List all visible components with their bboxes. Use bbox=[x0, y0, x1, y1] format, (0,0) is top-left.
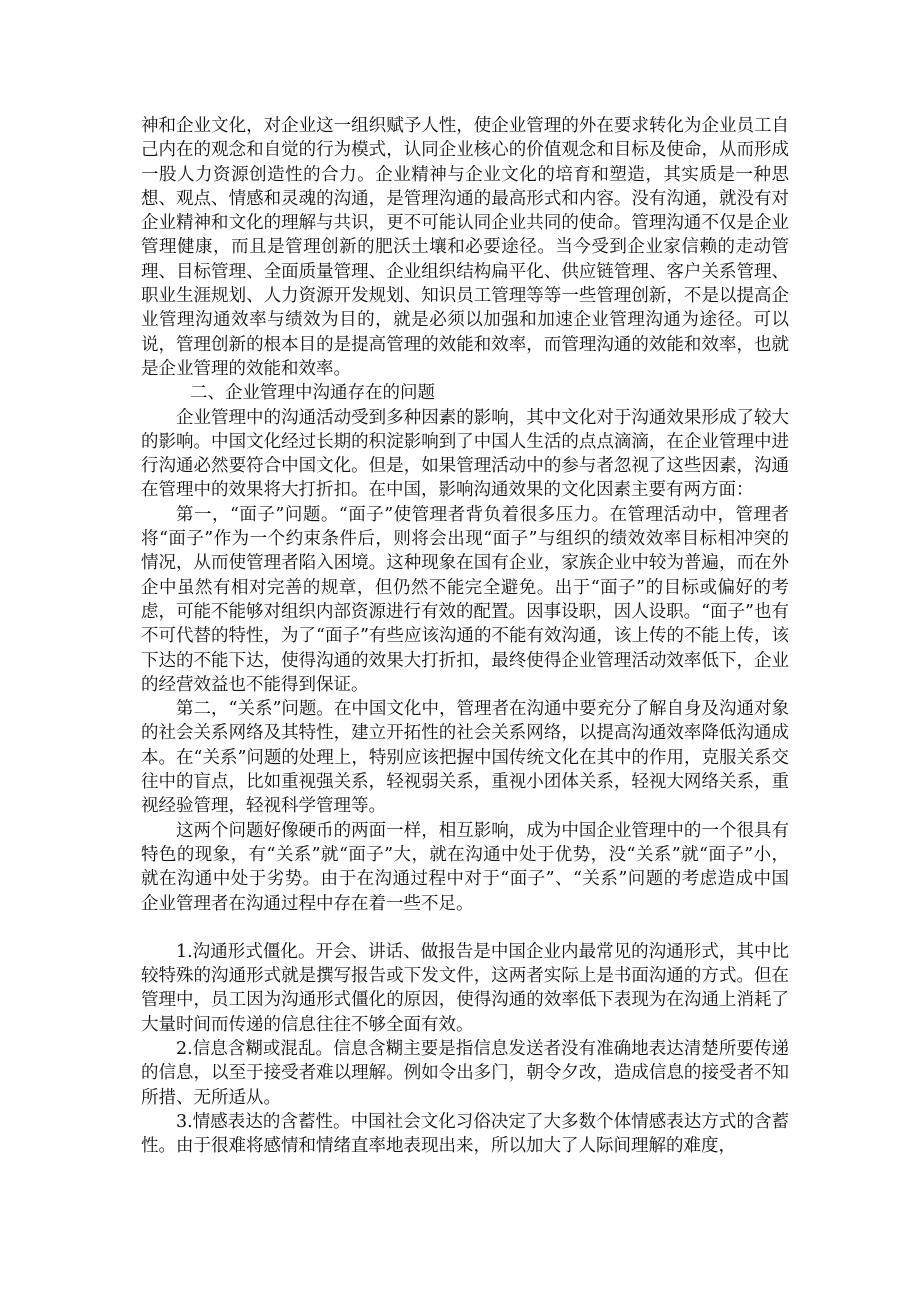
document-body bbox=[141, 114, 789, 1158]
paragraph-culture-factors: 企业管理中的沟通活动受到多种因素的影响，其中文化对于沟通效果形成了较大的影响。中国文化经过长期的积淀影响到了中国人生活的点点滴滴，在企业管理中进行沟通必然要符合中国文化。但是，如果管理活动中的参与者忽视了这些因素，沟通在管理中的效果将大打折扣。在中国，影响沟通效果的文化因素主要有两方面： bbox=[141, 407, 789, 501]
paragraph-relationship-issue: 第二，“关系”问题。在中国文化中，管理者在沟通中要充分了解自身及沟通对象的社会关系网络及其特性，建立开拓性的社会关系网络，以提高沟通效率降低沟通成本。在“关系”问题的处理上，特别应该把握中国传统文化在其中的作用，克服关系交往中的盲点，比如重视强关系，轻视弱关系，重视小团体关系，轻视大网络关系，重视经验管理，轻视科学管理等。 bbox=[141, 699, 789, 817]
list-item-implicit-emotion: 3.情感表达的含蓄性。中国社会文化习俗决定了大多数个体情感表达方式的含蓄性。由于很难将感情和情绪直率地表现出来，所以加大了人际间理解的难度， bbox=[141, 1111, 789, 1157]
paragraph-enterprise-culture: 神和企业文化，对企业这一组织赋予人性，使企业管理的外在要求转化为企业员工自己内在的观念和自觉的行为模式，认同企业核心的价值观念和目标及使命，从而形成一股人力资源创造性的合力。企业精神与企业文化的培育和塑造，其实质是一种思想、观点、情感和灵魂的沟通，是管理沟通的最高形式和内容。没有沟通，就没有对企业精神和文化的理解与共识，更不可能认同企业共同的使命。管理沟通不仅是企业管理健康，而且是管理创新的肥沃土壤和必要途径。当今受到企业家信赖的走动管理、目标管理、全面质量管理、企业组织结构扁平化、供应链管理、客户关系管理、职业生涯规划、人力资源开发规划、知识员工管理等等一些管理创新，不是以提高企业管理沟通效率与绩效为目的，就是必须以加强和加速企业管理沟通为途径。可以说，管理创新的根本目的是提高管理的效能和效率，而管理沟通的效能和效率，也就是企业管理的效能和效率。 bbox=[141, 116, 789, 379]
paragraph-spacer bbox=[141, 916, 789, 940]
list-item-vague-information: 2.信息含糊或混乱。信息含糊主要是指信息发送者没有准确地表达清楚所要传递的信息，以至于接受者难以理解。例如令出多门，朝令夕改，造成信息的接受者不知所措、无所适从。 bbox=[141, 1038, 789, 1108]
paragraph-face-issue: 第一，“面子”问题。“面子”使管理者背负着很多压力。在管理活动中，管理者将“面子”作为一个约束条件后，则将会出现“面子”与组织的绩效效率目标相冲突的情况，从而使管理者陷入困境。这种现象在国有企业，家族企业中较为普遍，而在外企中虽然有相对完善的规章，但仍然不能完全避免。出于“面子”的目标或偏好的考虑，可能不能够对组织内部资源进行有效的配置。因事设职，因人设职。“面子”也有不可代替的特性，为了“面子”有些应该沟通的不能有效沟通，该上传的不能上传，该下达的不能下达，使得沟通的效果大打折扣，最终使得企业管理活动效率低下，企业的经营效益也不能得到保证。 bbox=[141, 504, 789, 695]
section-heading-communication-problems: 二、企业管理中沟通存在的问题 bbox=[190, 383, 435, 404]
paragraph-two-sides-of-coin: 这两个问题好像硬币的两面一样，相互影响，成为中国企业管理中的一个很具有特色的现象，有“关系”就“面子”大，就在沟通中处于优势，没“关系”就“面子”小，就在沟通中处于劣势。由于在沟通过程中对于“面子”、“关系”问题的考虑造成中国企业管理者在沟通过程中存在着一些不足。 bbox=[141, 820, 789, 914]
list-item-rigid-forms: 1.沟通形式僵化。开会、讲话、做报告是中国企业内最常见的沟通形式，其中比较特殊的沟通形式就是撰写报告或下发文件，这两者实际上是书面沟通的方式。但在管理中，员工因为沟通形式僵化的原因，使得沟通的效率低下表现为在沟通上消耗了大量时间而传递的信息往往不够全面有效。 bbox=[141, 941, 789, 1035]
